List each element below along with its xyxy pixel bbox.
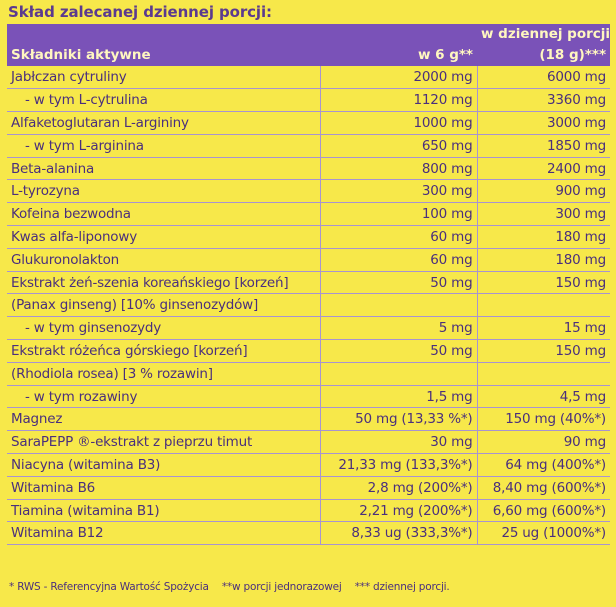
table-row [7,317,610,340]
amount-per-6g: 2000 mg [320,66,477,89]
amount-per-18g: 6000 mg [477,66,610,89]
ingredient-name: Kwas alfa-liponowy [7,226,320,249]
amount-per-18g: 8,40 mg (600%*) [477,476,610,499]
table-row [7,454,610,477]
amount-per-18g: 150 mg (40%*) [477,408,610,431]
amount-per-6g: 800 mg [320,157,477,180]
amount-per-18g: 15 mg [477,317,610,340]
ingredient-name: - w tym ginsenozydy [7,317,320,340]
ingredient-name: Witamina B6 [7,476,320,499]
table-row [7,294,610,317]
ingredient-name: SaraPEPP ®-ekstrakt z pieprzu timut [7,431,320,454]
header-row-1 [7,24,610,44]
nutrition-table [7,24,610,545]
table-row [7,431,610,454]
amount-per-6g: 1,5 mg [320,385,477,408]
header-blank-2 [320,24,477,44]
header-row-2 [7,44,610,66]
ingredient-name: Alfaketoglutaran L-argininy [7,112,320,135]
amount-per-18g: 6,60 mg (600%*) [477,499,610,522]
table-row [7,66,610,89]
amount-per-6g [320,294,477,317]
amount-per-6g [320,362,477,385]
amount-per-18g: 2400 mg [477,157,610,180]
header-per-6g: w 6 g** [320,44,477,66]
amount-per-18g: 180 mg [477,248,610,271]
amount-per-6g: 300 mg [320,180,477,203]
header-blank-1 [7,24,320,44]
ingredient-name: (Rhodiola rosea) [3 % rozawin] [7,362,320,385]
footnote-single-portion: **w porcji jednorazowej [221,581,342,593]
amount-per-18g [477,294,610,317]
amount-per-6g: 60 mg [320,248,477,271]
amount-per-18g: 3000 mg [477,112,610,135]
amount-per-6g: 21,33 mg (133,3%*) [320,454,477,477]
ingredient-name: Tiamina (witamina B1) [7,499,320,522]
ingredient-name: Witamina B12 [7,522,320,545]
amount-per-18g: 180 mg [477,226,610,249]
table-row [7,385,610,408]
amount-per-18g: 900 mg [477,180,610,203]
amount-per-6g: 1120 mg [320,89,477,112]
header-active-ingredients: Składniki aktywne [7,44,320,66]
amount-per-18g: 3360 mg [477,89,610,112]
table-row [7,180,610,203]
page-title: Skład zalecanej dziennej porcji: [8,3,272,21]
table-row [7,362,610,385]
amount-per-6g: 650 mg [320,134,477,157]
amount-per-18g: 64 mg (400%*) [477,454,610,477]
amount-per-6g: 2,21 mg (200%*) [320,499,477,522]
ingredient-name: Glukuronolakton [7,248,320,271]
table-row [7,112,610,135]
table-row [7,203,610,226]
table-row [7,157,610,180]
ingredient-name: - w tym rozawiny [7,385,320,408]
amount-per-6g: 50 mg [320,340,477,363]
amount-per-6g: 100 mg [320,203,477,226]
amount-per-6g: 60 mg [320,226,477,249]
ingredient-name: Magnez [7,408,320,431]
table-row [7,522,610,545]
header-daily-portion: w dziennej porcji [477,24,610,44]
footnote-rws: * RWS - Referencyjna Wartość Spożycia [9,581,209,593]
amount-per-18g: 25 ug (1000%*) [477,522,610,545]
header-per-18g: (18 g)*** [477,44,610,66]
ingredient-name: - w tym L-arginina [7,134,320,157]
amount-per-6g: 5 mg [320,317,477,340]
ingredient-name: (Panax ginseng) [10% ginsenozydów] [7,294,320,317]
amount-per-18g: 1850 mg [477,134,610,157]
amount-per-18g [477,362,610,385]
table-row [7,340,610,363]
amount-per-6g: 8,33 ug (333,3%*) [320,522,477,545]
ingredient-name: Jabłczan cytruliny [7,66,320,89]
table-row [7,499,610,522]
amount-per-6g: 50 mg (13,33 %*) [320,408,477,431]
ingredient-name: Niacyna (witamina B3) [7,454,320,477]
amount-per-6g: 50 mg [320,271,477,294]
table-row [7,408,610,431]
table-row [7,248,610,271]
ingredient-name: Beta-alanina [7,157,320,180]
table-row [7,226,610,249]
table-row [7,271,610,294]
table-row [7,476,610,499]
ingredient-name: - w tym L-cytrulina [7,89,320,112]
amount-per-6g: 1000 mg [320,112,477,135]
footnote-daily-portion: *** dziennej porcji. [354,581,450,593]
amount-per-18g: 4,5 mg [477,385,610,408]
ingredient-name: Kofeina bezwodna [7,203,320,226]
amount-per-18g: 150 mg [477,271,610,294]
amount-per-18g: 90 mg [477,431,610,454]
ingredient-name: Ekstrakt różeńca górskiego [korzeń] [7,340,320,363]
amount-per-6g: 2,8 mg (200%*) [320,476,477,499]
ingredient-name: L-tyrozyna [7,180,320,203]
amount-per-6g: 30 mg [320,431,477,454]
amount-per-18g: 150 mg [477,340,610,363]
ingredient-name: Ekstrakt żeń-szenia koreańskiego [korzeń] [7,271,320,294]
table-row [7,134,610,157]
table-row [7,89,610,112]
footnotes [9,581,460,593]
amount-per-18g: 300 mg [477,203,610,226]
